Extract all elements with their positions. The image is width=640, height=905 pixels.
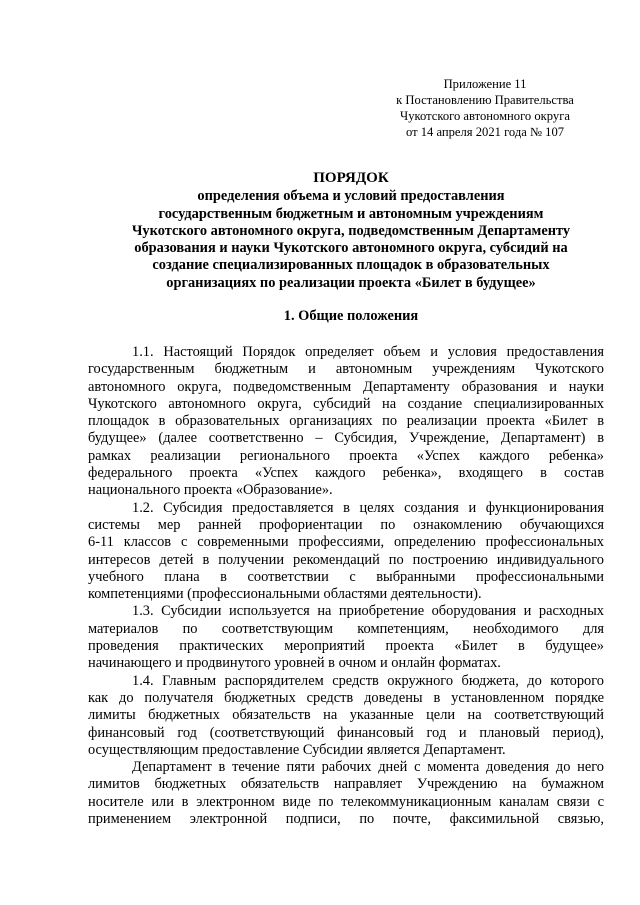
paragraph-line: 1.2. Субсидия предоставляется в целях создания и функционирования (132, 499, 604, 516)
document-title (88, 170, 614, 292)
paragraph-line: лимитов бюджетных обязательств направляет Учреждению на бумажном (88, 776, 604, 793)
title-line: Чукотского автономного округа, подведомственным Департаменту (131, 222, 571, 239)
paragraph-line: площадок в образовательных организациях по реализации проекта «Билет в (88, 413, 604, 430)
paragraph-line: носителе или в электронном виде по телекоммуникационным каналам связи с (88, 793, 604, 810)
title-line: создание специализированных площадок в образовательных (152, 257, 550, 274)
section-heading: 1. Общие положения (283, 308, 419, 324)
paragraph (88, 344, 604, 500)
paragraph-line: лимиты бюджетных обязательств на указанные цели на соответствующий (88, 707, 604, 724)
paragraph-line: 1.3. Субсидии используется на приобретение оборудования и расходных (132, 603, 604, 620)
paragraph (88, 603, 604, 672)
body-text (88, 344, 604, 828)
paragraph-line: федерального проекта «Успех каждого ребенка», входящего в состав (88, 465, 604, 482)
paragraph-line: осуществляющим предоставление Субсидии является Департамент. (88, 741, 506, 758)
paragraph-line: проведения практических мероприятий проекта «Билет в будущее» (88, 638, 604, 655)
appendix-line: Чукотского автономного округа (400, 109, 570, 123)
appendix-line: от 14 апреля 2021 года № 107 (405, 125, 565, 139)
paragraph-line: финансовый год (соответствующий финансовый год и плановый период), (88, 724, 604, 741)
paragraph-line: материалов по соответствующим компетенциям, необходимого для (88, 620, 604, 637)
paragraph-line: компетенциями (профессиональными областями деятельности). (88, 586, 482, 603)
appendix-line: Приложение 11 (443, 77, 527, 91)
title-line: определения объема и условий предоставления (197, 188, 505, 205)
paragraph (88, 673, 604, 759)
title-line: образования и науки Чукотского автономного округа, субсидий на (134, 240, 568, 257)
paragraph-line: как до получателя бюджетных средств доведены в установленном порядке (88, 689, 604, 706)
paragraph (88, 500, 604, 604)
paragraph-line: Чукотского автономного округа, субсидий на создание специализированных (88, 395, 604, 412)
paragraph-line: Департамент в течение пяти рабочих дней с момента доведения до него (132, 759, 604, 776)
paragraph-line: 1.4. Главным распорядителем средств окружного бюджета, до которого (132, 672, 604, 689)
title-line: государственным бюджетным и автономным учреждениям (158, 205, 544, 222)
paragraph-line: системы мер ранней профориентации по ознакомлению обучающихся (88, 516, 604, 533)
paragraph-line: будущее» (далее соответственно – Субсидия, Учреждение, Департамент) в (88, 430, 604, 447)
title-main: ПОРЯДОК (313, 170, 389, 186)
paragraph-line: учебного плана в соответствии с выбранными профессиональными (88, 568, 604, 585)
paragraph-line: 6-11 классов с современными профессиями, определению профессиональных (88, 534, 604, 551)
appendix-line: к Постановлению Правительства (396, 93, 574, 107)
paragraph-line: национального проекта «Образование». (88, 482, 333, 499)
paragraph (88, 759, 604, 828)
paragraph-line: автономного округа, подведомственным Департаменту образования и науки (88, 378, 604, 395)
appendix-note (380, 76, 590, 140)
paragraph-line: начинающего и продвинутого уровней в очном и онлайн форматах. (88, 655, 501, 672)
paragraph-line: применением электронной подписи, по почте, факсимильной связью, (88, 811, 604, 828)
paragraph-line: интересов детей в получении рекомендаций по построению индивидуального (88, 551, 604, 568)
paragraph-line: рамках реализации регионального проекта «Успех каждого ребенка» (88, 447, 604, 464)
title-line: организациях по реализации проекта «Билет в будущее» (166, 274, 536, 291)
paragraph-line: государственным бюджетным и автономным учреждениям Чукотского (88, 361, 604, 378)
paragraph-line: 1.1. Настоящий Порядок определяет объем и условия предоставления (132, 344, 604, 360)
